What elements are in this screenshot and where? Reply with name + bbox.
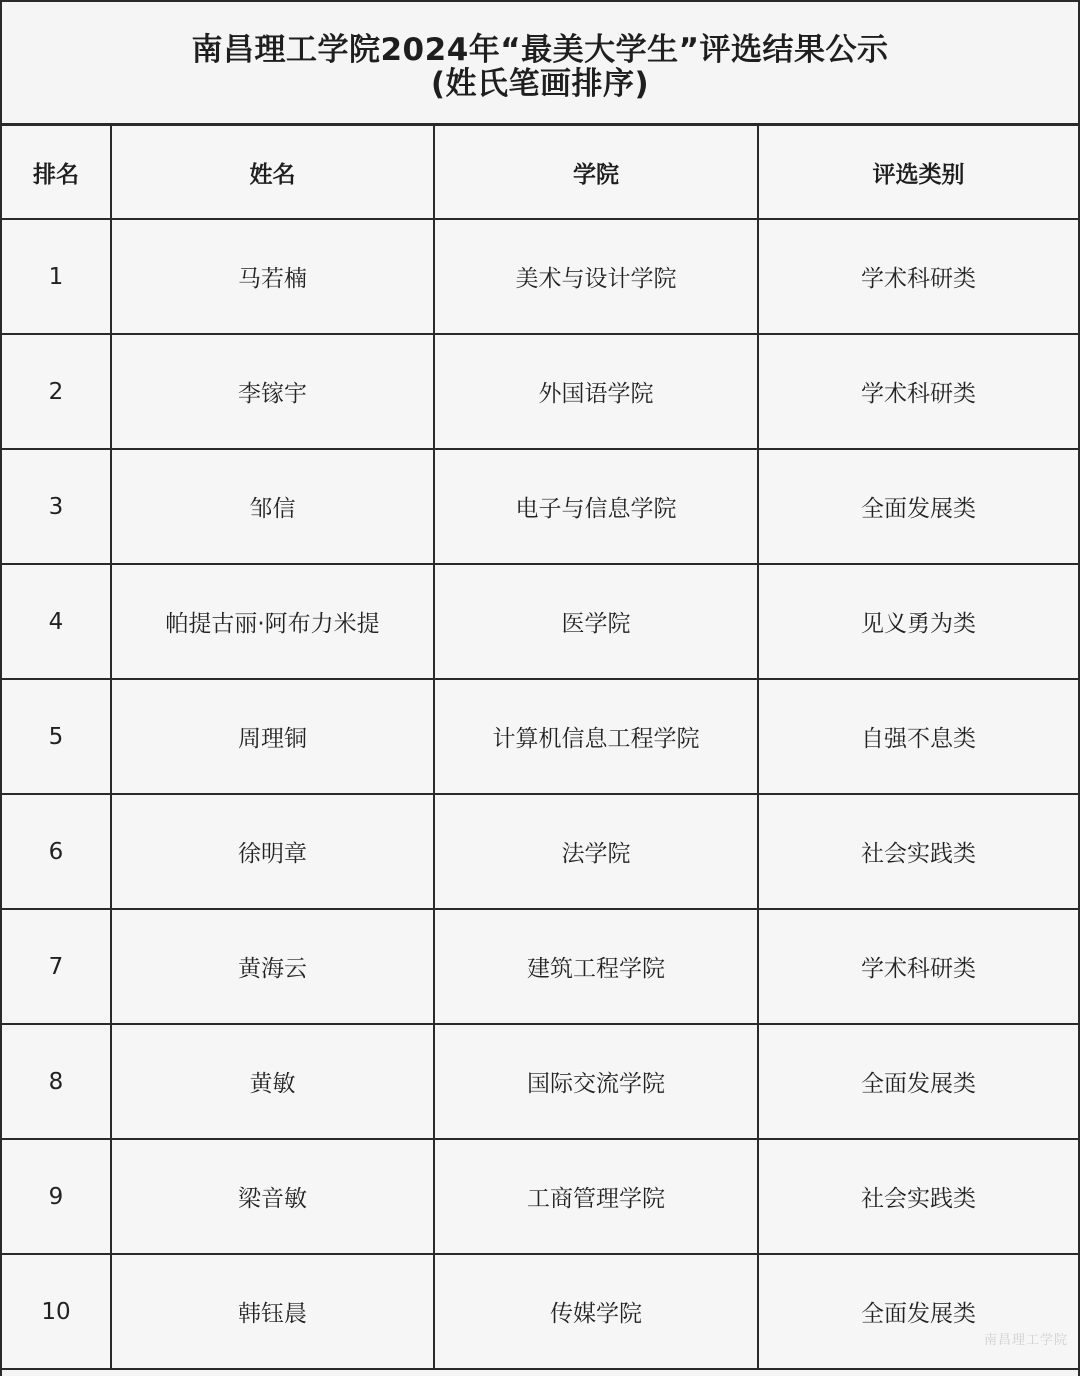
page-subtitle: (姓氏笔画排序) — [430, 66, 650, 102]
title-box — [2, 0, 1078, 126]
cell-name: 马若楠 — [111, 219, 434, 334]
table-row — [2, 564, 1078, 679]
cell-category: 全面发展类 — [758, 449, 1078, 564]
cell-college: 医学院 — [434, 564, 758, 679]
cell-category: 社会实践类 — [758, 794, 1078, 909]
cell-rank: 2 — [2, 334, 111, 449]
cell-college: 传媒学院 — [434, 1254, 758, 1369]
page-title: 南昌理工学院2024年“最美大学生”评选结果公示 — [191, 32, 889, 68]
cell-rank: 5 — [2, 679, 111, 794]
cell-college: 外国语学院 — [434, 334, 758, 449]
table-row — [2, 334, 1078, 449]
cell-category: 见义勇为类 — [758, 564, 1078, 679]
cell-college: 法学院 — [434, 794, 758, 909]
cell-rank: 3 — [2, 449, 111, 564]
table-row — [2, 794, 1078, 909]
cell-rank: 10 — [2, 1254, 111, 1369]
cell-college: 计算机信息工程学院 — [434, 679, 758, 794]
cell-rank: 9 — [2, 1139, 111, 1254]
cell-college: 国际交流学院 — [434, 1024, 758, 1139]
table-row — [2, 679, 1078, 794]
table-row — [2, 1139, 1078, 1254]
table-row — [2, 909, 1078, 1024]
cell-category: 全面发展类 — [758, 1254, 1078, 1369]
results-table — [2, 126, 1078, 1370]
header-category: 评选类别 — [758, 126, 1078, 219]
table-row — [2, 219, 1078, 334]
cell-name: 李镓宇 — [111, 334, 434, 449]
cell-name: 黄海云 — [111, 909, 434, 1024]
table-header-row — [2, 126, 1078, 219]
cell-category: 学术科研类 — [758, 334, 1078, 449]
cell-rank: 7 — [2, 909, 111, 1024]
cell-rank: 4 — [2, 564, 111, 679]
cell-name: 邹信 — [111, 449, 434, 564]
cell-rank: 1 — [2, 219, 111, 334]
cell-rank: 8 — [2, 1024, 111, 1139]
table-row — [2, 1254, 1078, 1369]
cell-name: 帕提古丽·阿布力米提 — [111, 564, 434, 679]
cell-name: 韩钰晨 — [111, 1254, 434, 1369]
watermark: 南昌理工学院 — [983, 1333, 1068, 1348]
cell-name: 周理铜 — [111, 679, 434, 794]
cell-college: 工商管理学院 — [434, 1139, 758, 1254]
table-row — [2, 1024, 1078, 1139]
cell-category: 全面发展类 — [758, 1024, 1078, 1139]
cell-name: 徐明章 — [111, 794, 434, 909]
cell-college: 电子与信息学院 — [434, 449, 758, 564]
header-college: 学院 — [434, 126, 758, 219]
cell-college: 美术与设计学院 — [434, 219, 758, 334]
cell-rank: 6 — [2, 794, 111, 909]
table-row — [2, 449, 1078, 564]
cell-category: 社会实践类 — [758, 1139, 1078, 1254]
cell-name: 黄敏 — [111, 1024, 434, 1139]
cell-category: 自强不息类 — [758, 679, 1078, 794]
header-name: 姓名 — [111, 126, 434, 219]
cell-category: 学术科研类 — [758, 219, 1078, 334]
cell-category: 学术科研类 — [758, 909, 1078, 1024]
cell-college: 建筑工程学院 — [434, 909, 758, 1024]
header-rank: 排名 — [2, 126, 111, 219]
cell-name: 梁音敏 — [111, 1139, 434, 1254]
